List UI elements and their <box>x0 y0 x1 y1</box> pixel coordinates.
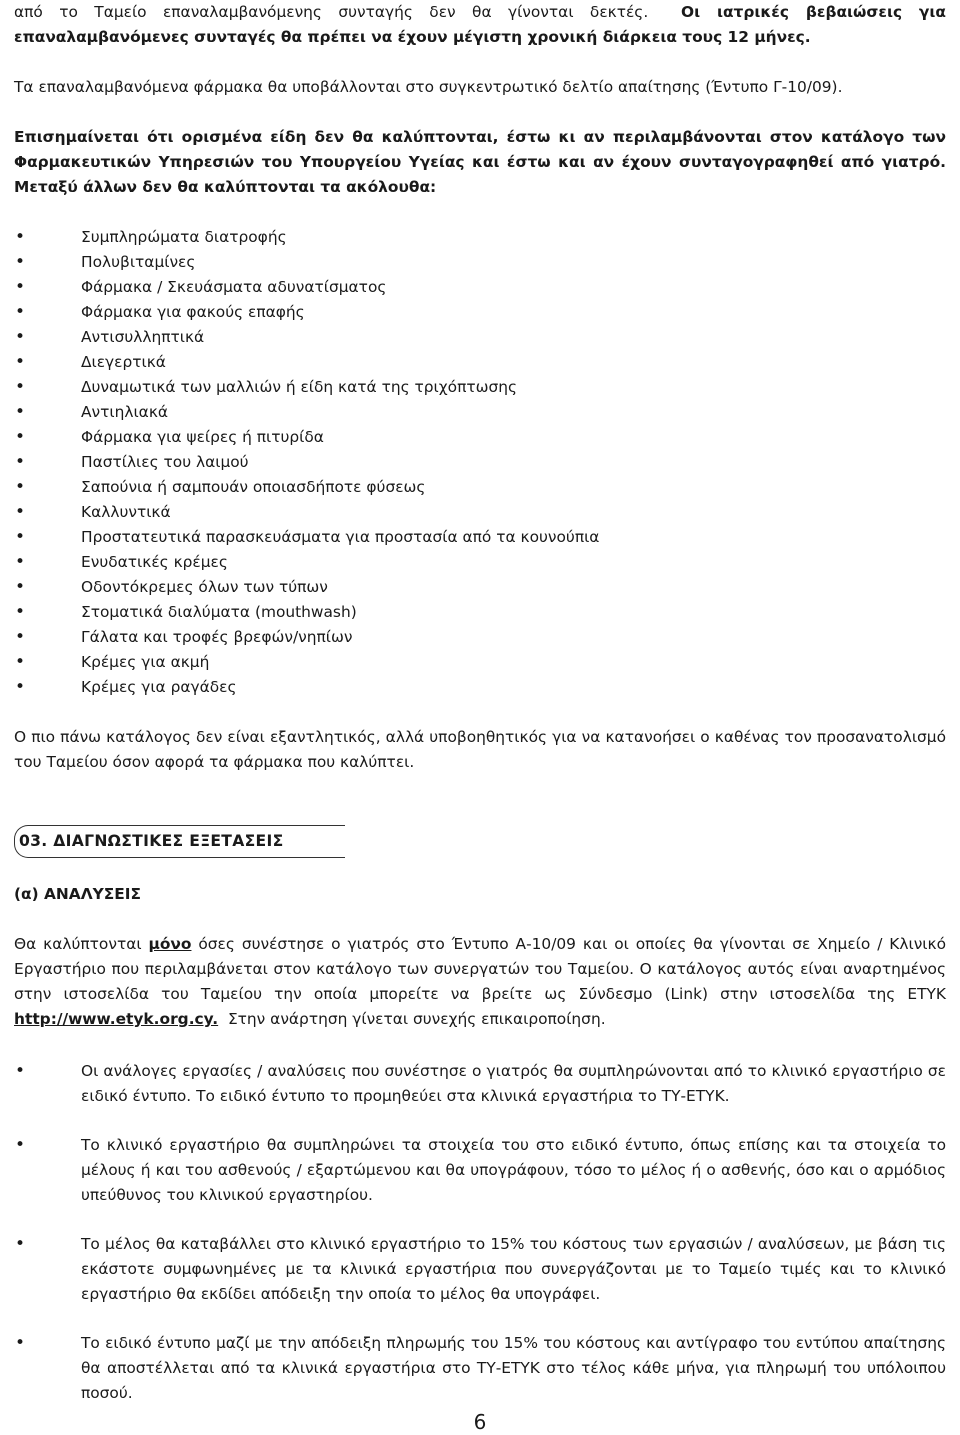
excluded-item: • Πολυβιταμίνες <box>14 250 946 275</box>
excluded-item: • Στοματικά διαλύματα (mouthwash) <box>14 600 946 625</box>
excluded-item: • Κρέμες για ραγάδες <box>14 675 946 700</box>
section-heading: 03. ΔΙΑΓΝΩΣΤΙΚΕΣ ΕΞΕΤΑΣΕΙΣ <box>14 825 345 858</box>
excluded-item: • Φάρμακα για ψείρες ή πιτυρίδα <box>14 425 946 450</box>
excluded-items-list <box>14 225 946 700</box>
excluded-item: • Καλλυντικά <box>14 500 946 525</box>
procedure-bullet: • Το μέλος θα καταβάλλει στο κλινικό εργαστήριο το 15% του κόστους των εργασιών / αναλύσεων, με βάση τις εκάστοτε συμφωνημένες με τα κλινικά εργαστήρια που συνεργάζονται με το Ταμείο τιμές και το κλινικό εργαστήριο θα εκδίδει απόδειξη την οποία το μέλος θα υπογράφει. <box>14 1232 946 1307</box>
excluded-item: • Αντισυλληπτικά <box>14 325 946 350</box>
excluded-item: • Γάλατα και τροφές βρεφών/νηπίων <box>14 625 946 650</box>
excluded-item: • Φάρμακα για φακούς επαφής <box>14 300 946 325</box>
excluded-item: • Δυναμωτικά των μαλλιών ή είδη κατά της τριχόπτωσης <box>14 375 946 400</box>
subsection-heading: (α) ΑΝΑΛΥΣΕΙΣ <box>14 885 142 903</box>
document-page <box>14 0 946 1406</box>
analyses-text-end: Στην ανάρτηση γίνεται συνεχής επικαιροποίηση. <box>227 1010 606 1028</box>
excluded-item: • Αντιηλιακά <box>14 400 946 425</box>
analyses-text-start: Θα καλύπτονται <box>14 935 142 953</box>
procedure-bullet: • Το κλινικό εργαστήριο θα συμπληρώνει τα στοιχεία του στο ειδικό έντυπο, όπως επίσης και τα στοιχεία το μέλους ή και του ασθενούς / εξαρτώμενου και θα υπογράφουν, τόσο το μέλος ή ο ασθενής, όσο και ο αρμόδιος υπεύθυνος του κλινικού εργαστηρίου. <box>14 1133 946 1208</box>
exclusions-intro-paragraph: Επισημαίνεται ότι ορισμένα είδη δεν θα καλύπτονται, έστω κι αν περιλαμβάνονται στον κατάλογο των Φαρμακευτικών Υπηρεσιών του Υπουργείου Υγείας και έστω και αν έχουν συνταγογραφηθεί από γιατρό. Μεταξύ άλλων δεν θα καλύπτονται τα ακόλουθα: <box>14 128 946 196</box>
intro-bold-text: Οι ιατρικές βεβαιώσεις για επαναλαμβανόμενες συνταγές θα πρέπει να έχουν μέγιστη χρονική διάρκεια τους 12 μήνες. <box>14 3 946 46</box>
emphasis-only: μόνο <box>148 935 192 953</box>
excluded-item: • Ενυδατικές κρέμες <box>14 550 946 575</box>
procedure-bullets <box>14 1059 946 1406</box>
etyk-website-link[interactable]: http://www.etyk.org.cy. <box>14 1010 219 1028</box>
excluded-item: • Παστίλιες του λαιμού <box>14 450 946 475</box>
excluded-item: • Οδοντόκρεμες όλων των τύπων <box>14 575 946 600</box>
list-note-paragraph: Ο πιο πάνω κατάλογος δεν είναι εξαντλητικός, αλλά υποβοηθητικός για να κατανοήσει ο καθένας τον προσανατολισμό του Ταμείου όσον αφορά τα φάρμακα που καλύπτει. <box>14 728 946 771</box>
analyses-paragraph <box>14 932 946 1032</box>
analyses-text-mid: όσες συνέστησε ο γιατρός στο Έντυπο Α-10/09 και οι οποίες θα γίνονται σε Χημείο / Κλινικό Εργαστήριο που περιλαμβάνεται στον κατάλογο των συνεργατών του Ταμείου. Ο κατάλογος αυτός είναι αναρτημένος στην ιστοσελίδα του Ταμείου την οποία μπορείτε να βρείτε ως Σύνδεσμο (Link) στην ιστοσελίδα της ΕΤΥΚ <box>14 935 946 1003</box>
excluded-item: • Διεγερτικά <box>14 350 946 375</box>
procedure-bullet: • Οι ανάλογες εργασίες / αναλύσεις που συνέστησε ο γιατρός θα συμπληρώνονται από το κλινικό εργαστήριο σε ειδικό έντυπο. Το ειδικό έντυπο το προμηθεύει στα κλινικά εργαστήρια το ΤΥ-ΕΤΥΚ. <box>14 1059 946 1109</box>
excluded-item: • Προστατευτικά παρασκευάσματα για προστασία από τα κουνούπια <box>14 525 946 550</box>
repeat-drugs-paragraph: Τα επαναλαμβανόμενα φάρμακα θα υποβάλλονται στο συγκεντρωτικό δελτίο απαίτησης (Έντυπο Γ-10/09). <box>14 78 843 96</box>
excluded-item: • Φάρμακα / Σκευάσματα αδυνατίσματος <box>14 275 946 300</box>
intro-paragraph <box>14 0 946 50</box>
excluded-item: • Συμπληρώματα διατροφής <box>14 225 946 250</box>
intro-plain-text: από το Ταμείο επαναλαμβανόμενης συνταγής δεν θα γίνονται δεκτές. <box>14 3 649 21</box>
excluded-item: • Κρέμες για ακμή <box>14 650 946 675</box>
excluded-item: • Σαπούνια ή σαμπουάν οποιασδήποτε φύσεως <box>14 475 946 500</box>
procedure-bullet: • Το ειδικό έντυπο μαζί με την απόδειξη πληρωμής του 15% του κόστους και αντίγραφο του εντύπου απαίτησης θα αποστέλλεται από τα κλινικά εργαστήρια στο ΤΥ-ΕΤΥΚ στο τέλος κάθε μήνα, για πληρωμή του υπόλοιπου ποσού. <box>14 1331 946 1406</box>
page-number: 6 <box>473 1410 487 1434</box>
